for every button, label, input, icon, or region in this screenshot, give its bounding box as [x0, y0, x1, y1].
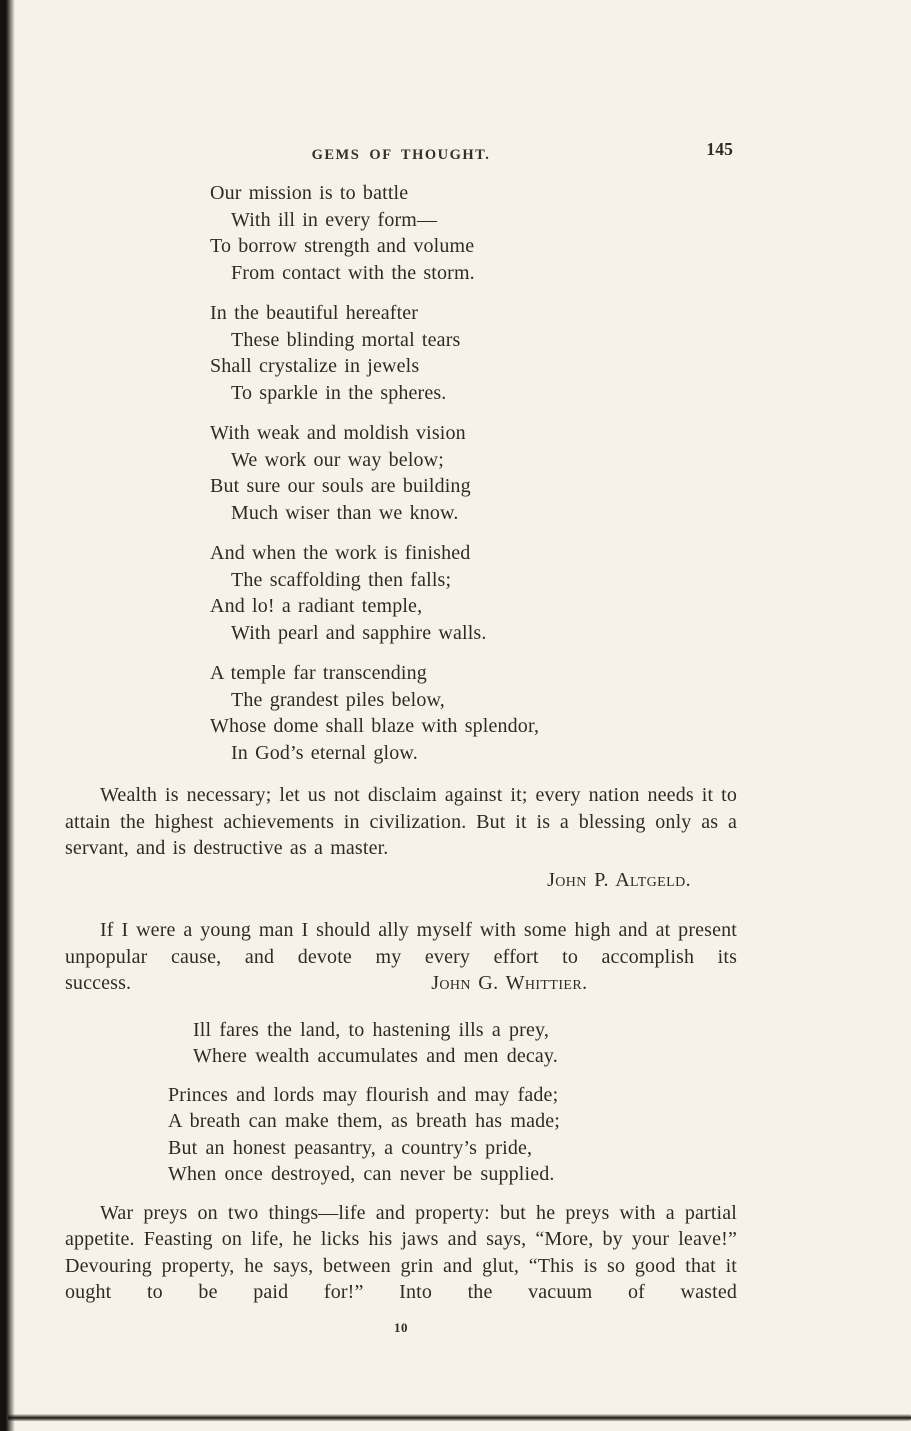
poem-stanza: [210, 420, 737, 526]
quote-paragraph: Wealth is necessary; let us not disclaim against it; every nation needs it to attain the highest achievements in civilization. But it is a blessing only as a servant, and is destructive as a master.: [65, 784, 737, 859]
poem-line: In God’s eternal glow.: [231, 741, 418, 764]
bottom-scan-edge: [8, 1414, 911, 1421]
verse-line: But an honest peasantry, a country’s pride,: [168, 1136, 533, 1159]
poem-line: And lo! a radiant temple,: [210, 595, 423, 617]
poem-line: A temple far transcending: [210, 662, 427, 684]
quote-text: If I were a young man I should ally myself with some high and at present unpopular cause, and devote my every effort to accomplish its success.: [65, 919, 737, 994]
poem-line: But sure our souls are building: [210, 475, 471, 497]
poem-line: The scaffolding then falls;: [231, 568, 452, 591]
verse-line: When once destroyed, can never be supplied.: [168, 1163, 555, 1185]
verse-stanza: [168, 1082, 737, 1188]
verse-section: [65, 1017, 737, 1188]
signature-number: 10: [394, 1319, 408, 1335]
poem-line: Shall crystalize in jewels: [210, 355, 420, 377]
verse-line: Princes and lords may flourish and may fade;: [168, 1083, 559, 1106]
verse-line: A breath can make them, as breath has made;: [168, 1110, 560, 1132]
page-number: 145: [706, 139, 733, 159]
gems-poem: [210, 180, 737, 766]
poem-stanza: [210, 300, 737, 406]
poem-stanza: [210, 540, 737, 646]
poem-line: We work our way below;: [231, 448, 444, 471]
poem-line: The grandest piles below,: [231, 688, 445, 711]
quote-paragraph: [65, 917, 737, 997]
attribution: John P. Altgeld.: [547, 868, 691, 891]
poem-stanza: [210, 660, 737, 766]
poem-line: To borrow strength and volume: [210, 235, 475, 257]
page-content: [65, 140, 737, 1341]
running-header: [65, 140, 737, 164]
poem-line: To sparkle in the spheres.: [231, 381, 447, 404]
poem-line: Much wiser than we know.: [231, 501, 459, 524]
poem-line: From contact with the storm.: [231, 261, 475, 284]
poem-stanza: [210, 180, 737, 286]
poem-line: With weak and moldish vision: [210, 422, 466, 444]
header-title: GEMS OF THOUGHT.: [311, 147, 491, 163]
attribution: John G. Whittier.: [431, 972, 588, 994]
verse-stanza: [193, 1017, 737, 1070]
attribution-line: [65, 867, 737, 894]
poem-line: With pearl and sapphire walls.: [231, 621, 487, 644]
poem-line: Our mission is to battle: [210, 182, 409, 204]
verse-line: Ill fares the land, to hastening ills a prey,: [193, 1018, 550, 1041]
body-paragraph: War preys on two things—life and property: but he preys with a partial appetite. Feasting on life, he licks his jaws and says, “More, by your leave!” Devouring property, he says, between grin and glut, “This is so good that it ought to be paid for!” Into the vacuum of wasted: [65, 1201, 737, 1303]
poem-line: Whose dome shall blaze with splendor,: [210, 715, 540, 737]
poem-line: With ill in every form—: [231, 208, 438, 231]
poem-line: These blinding mortal tears: [231, 328, 461, 351]
verse-line: Where wealth accumulates and men decay.: [193, 1045, 558, 1067]
poem-line: In the beautiful hereafter: [210, 302, 419, 324]
poem-line: And when the work is finished: [210, 542, 471, 564]
left-scan-edge: [0, 0, 15, 1431]
